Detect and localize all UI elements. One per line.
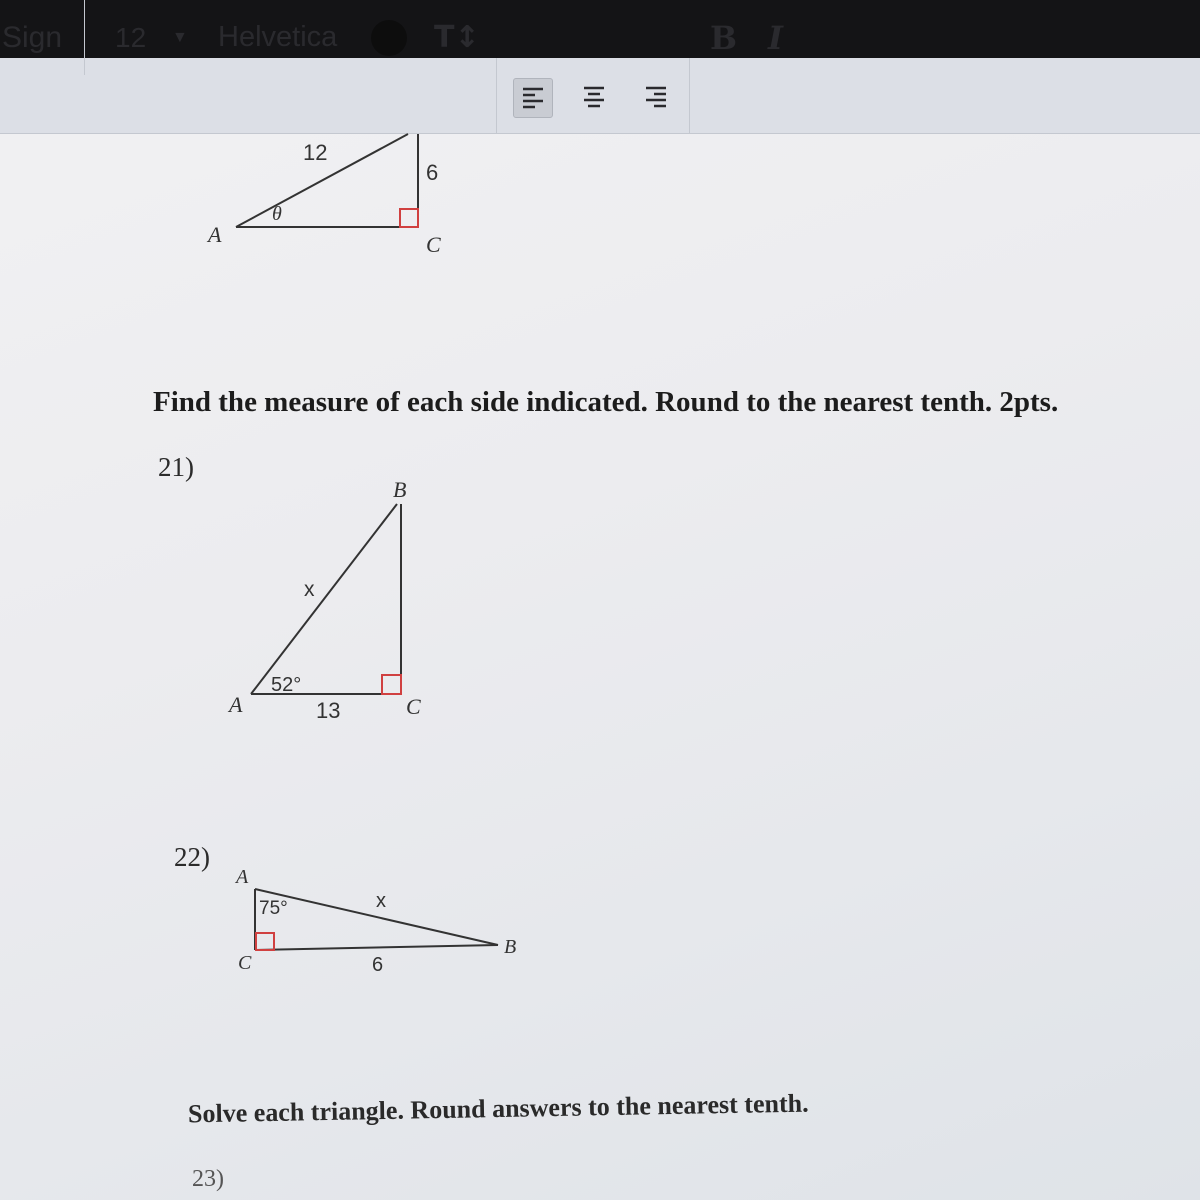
p22-base-leg xyxy=(255,945,498,950)
font-family-value: Helvetica xyxy=(218,21,338,53)
problem-21-number: 21) xyxy=(158,452,194,482)
p22-right-angle-marker xyxy=(256,933,274,950)
p21-vertex-b: B xyxy=(393,477,407,502)
p21-vertex-c: C xyxy=(406,694,421,719)
next-section-heading: Solve each triangle. Round answers to the nearest tenth. xyxy=(187,1088,809,1129)
p21-vertex-a: A xyxy=(229,692,243,717)
top-vertex-c: C xyxy=(426,232,441,257)
p22-unknown-x: x xyxy=(376,890,386,912)
problem-22-number: 22) xyxy=(174,842,210,872)
p21-side-label: 13 xyxy=(316,698,341,723)
p22-side-label: 6 xyxy=(372,954,384,976)
p22-angle-label: 75° xyxy=(259,898,288,919)
top-opposite-label: 6 xyxy=(426,160,439,185)
section-heading: Find the measure of each side indicated. Round to the nearest tenth. 2pts. xyxy=(153,386,1059,418)
font-size-value: 12 xyxy=(115,21,147,53)
p21-angle-label: 52° xyxy=(271,674,302,696)
problem-23-number: 23) xyxy=(192,1166,224,1192)
top-angle-label: θ xyxy=(272,203,282,225)
top-hypotenuse-label: 12 xyxy=(303,140,328,165)
top-vertex-a: A xyxy=(208,222,222,247)
italic-icon: I xyxy=(768,18,783,57)
text-size-icon: T↕ xyxy=(434,20,480,55)
sign-label: Sign xyxy=(2,20,63,54)
p22-vertex-b: B xyxy=(504,936,517,958)
bold-icon: B xyxy=(710,18,738,57)
chevron-down-icon[interactable]: ▼ xyxy=(172,28,188,46)
p22-vertex-a: A xyxy=(236,866,249,888)
p22-vertex-c: C xyxy=(238,952,252,974)
p21-unknown-x: x xyxy=(304,578,315,601)
